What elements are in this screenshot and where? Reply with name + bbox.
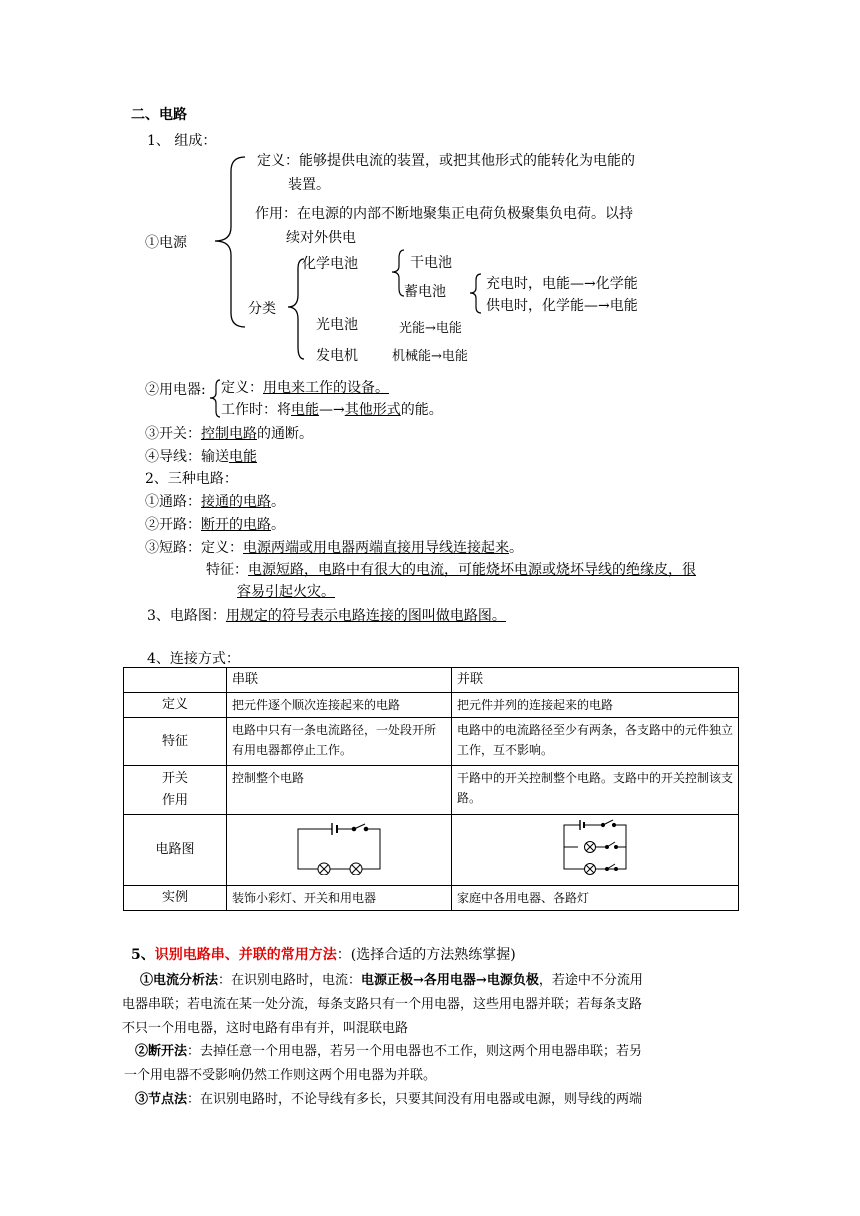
appliance-work [221, 401, 443, 419]
diagram-prefix: 3、电路图： [147, 608, 226, 624]
appliance-def-value: 用电来工作的设备。 [263, 380, 389, 396]
supplying-conversion: 供电时，化学能—→电能 [486, 298, 638, 314]
parallel-circuit-diagram [550, 817, 640, 877]
method-1-line-3: 不只一个用电器，这时电路有串有并，叫混联电路 [122, 1021, 409, 1036]
section-title: 二、电路 [131, 107, 187, 123]
short-prefix: ③短路：定义： [145, 540, 243, 556]
series-circuit-diagram [294, 819, 384, 875]
wire-prefix: ④导线：输送 [145, 449, 229, 465]
table-corner [124, 668, 227, 693]
header-parallel: 并联 [452, 668, 739, 693]
switch-prefix: ③开关： [145, 426, 201, 442]
series-switch: 控制整个电路 [227, 766, 452, 815]
method-1-text: ：在识别电路时，电流： [218, 973, 362, 988]
switch-suffix: 的通断。 [257, 426, 313, 442]
method-3-label: ③节点法 [135, 1092, 188, 1107]
method-1-path: 电源正极→各用电器→电源负极 [361, 973, 539, 988]
row-label-switch-2: 作用 [161, 793, 188, 808]
series-circuit-cell [227, 815, 452, 886]
composition-heading: 1、 组成： [147, 133, 217, 149]
series-definition: 把元件逐个顺次连接起来的电路 [227, 693, 452, 718]
appliance-work-prefix: 工作时：将 [221, 402, 291, 418]
method-3-text: ：在识别电路时，不论导线有多长，只要其间没有用电器或电源，则导线的两端 [187, 1092, 643, 1107]
chemical-cell: 化学电池 [302, 256, 358, 272]
three-circuits-heading: 2、三种电路： [145, 471, 238, 487]
table-row [124, 815, 739, 886]
wire-value: 电能 [229, 449, 257, 465]
dry-cell: 干电池 [410, 255, 452, 271]
appliance-label: ②用电器: [145, 382, 206, 398]
table-row [124, 886, 739, 911]
open-prefix: ②开路： [145, 517, 201, 533]
method-1-label: ①电流分析法 [140, 973, 219, 988]
closed-circuit [145, 493, 285, 511]
switch-line [145, 425, 313, 443]
table-row [124, 766, 739, 815]
power-definition: 定义：能够提供电流的装置，或把其他形式的能转化为电能的 [257, 153, 635, 169]
method-2-line-1 [135, 1043, 642, 1061]
parallel-switch: 干路中的开关控制整个电路。支路中的开关控制该支路。 [452, 766, 739, 815]
series-example: 装饰小彩灯、开关和用电器 [227, 886, 452, 911]
diagram-line [147, 607, 506, 625]
table-header-row [124, 668, 739, 693]
parallel-example: 家庭中各用电器、各路灯 [452, 886, 739, 911]
closed-suffix: 。 [271, 494, 285, 510]
short-def-suffix: 。 [509, 540, 523, 556]
open-suffix: 。 [271, 517, 285, 533]
method-1-line-1 [140, 972, 643, 990]
row-label-feature: 特征 [124, 718, 227, 766]
table-row [124, 718, 739, 766]
parallel-definition: 把元件并列的连接起来的电路 [452, 693, 739, 718]
short-circuit-feature-cont: 容易引起火灾。 [237, 584, 335, 600]
switch-value: 控制电路 [201, 426, 257, 442]
generator: 发电机 [316, 348, 358, 364]
appliance-def-prefix: 定义： [221, 380, 263, 396]
open-circuit [145, 516, 285, 534]
storage-brace [466, 272, 486, 316]
header-series: 串联 [227, 668, 452, 693]
photo-conversion: 光能→电能 [399, 321, 462, 336]
power-definition-cont: 装置。 [288, 177, 330, 193]
appliance-definition [221, 379, 389, 397]
method-1-line-2: 电器串联；若电流在某一处分流，每条支路只有一个用电器，这些用电器并联；若每条支路 [122, 997, 643, 1012]
row-label-diagram: 电路图 [124, 815, 227, 886]
diagram-value: 用规定的符号表示电路连接的图叫做电路图。 [225, 608, 506, 624]
storage-cell: 蓄电池 [404, 284, 446, 300]
identify-note: ：(选择合适的方法熟练掌握) [336, 947, 516, 963]
short-def: 电源两端或用电器两端直接用导线连接起来 [243, 540, 509, 556]
closed-value: 接通的电路 [201, 494, 271, 510]
row-label-example: 实例 [124, 886, 227, 911]
power-label: ①电源 [145, 235, 187, 251]
appliance-work-from: 电能 [291, 402, 319, 418]
series-feature: 电路中只有一条电流路径，一处段开所有用电器都停止工作。 [227, 718, 452, 766]
photo-cell: 光电池 [316, 317, 358, 333]
appliance-work-arrow: —→ [319, 402, 345, 418]
short-feat-1: 电源短路，电路中有很大的电流，可能烧坏电源或烧坏导线的绝缘皮，很 [248, 562, 696, 578]
parallel-circuit-cell [452, 815, 739, 886]
identify-num: 5、 [131, 947, 155, 963]
open-value: 断开的电路 [201, 517, 271, 533]
identify-heading [131, 946, 516, 964]
closed-prefix: ①通路： [145, 494, 201, 510]
method-1-text-b: ，若途中不分流用 [538, 973, 643, 988]
appliance-work-suffix: 的能。 [400, 402, 443, 418]
short-circuit-def [145, 539, 523, 557]
parallel-feature: 电路中的电流路径至少有两条，各支路中的元件独立工作，互不影响。 [452, 718, 739, 766]
method-2-line-2: 一个用电器不受影响仍然工作则这两个用电器为并联。 [124, 1068, 437, 1083]
short-feat-prefix: 特征： [206, 562, 248, 578]
power-function: 作用：在电源的内部不断地聚集正电荷负极聚集负电荷。以持 [255, 206, 633, 222]
connection-table [123, 667, 739, 911]
row-label-switch-1: 开关 [161, 771, 188, 786]
method-3-line-1 [135, 1091, 642, 1109]
connection-heading: 4、连接方式： [147, 651, 240, 667]
method-2-label: ②断开法 [135, 1044, 188, 1059]
row-label-switch [124, 766, 227, 815]
wire-line [145, 448, 257, 466]
classify-label: 分类 [248, 301, 276, 317]
method-2-text: ：去掉任意一个用电器，若另一个用电器也不工作，则这两个用电器串联；若另 [187, 1044, 643, 1059]
short-circuit-feature [206, 561, 696, 579]
charging-conversion: 充电时，电能—→化学能 [486, 276, 638, 292]
generator-conversion: 机械能→电能 [392, 349, 468, 364]
identify-title: 识别电路串、并联的常用方法 [154, 947, 337, 963]
appliance-work-to: 其他形式 [344, 402, 401, 418]
power-function-cont: 续对外供电 [286, 230, 356, 246]
row-label-definition: 定义 [124, 693, 227, 718]
table-row [124, 693, 739, 718]
